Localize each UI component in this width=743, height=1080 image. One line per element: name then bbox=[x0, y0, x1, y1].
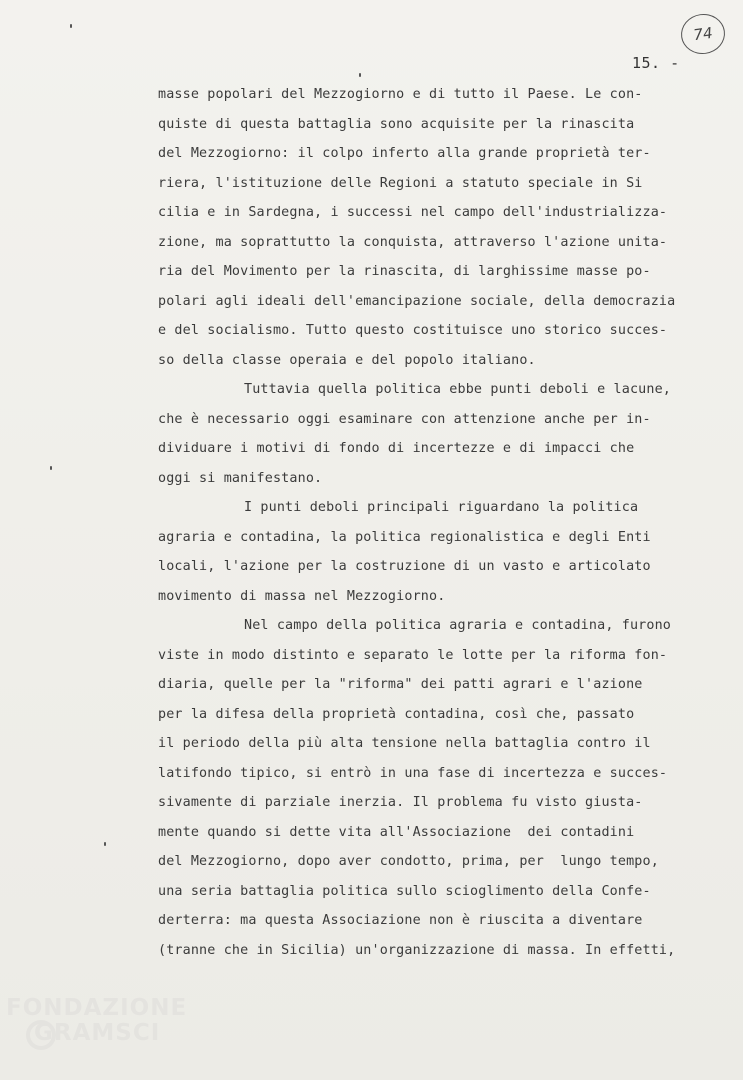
text-line: il periodo della più alta tensione nella battaglia contro il bbox=[158, 736, 651, 751]
watermark bbox=[6, 996, 187, 1046]
text-line: mente quando si dette vita all'Associazione dei contadini bbox=[158, 824, 635, 840]
text-line: movimento di massa nel Mezzogiorno. bbox=[158, 588, 446, 604]
text-line: per la difesa della proprietà contadina, così che, passato bbox=[158, 706, 635, 722]
text-line: una seria battaglia politica sullo scioglimento della Confe- bbox=[158, 883, 651, 899]
watermark-line-2: GRAMSCI bbox=[34, 1020, 161, 1046]
text-line: Nel campo della politica agraria e contadina, furono bbox=[244, 618, 672, 633]
text-line: I punti deboli principali riguardano la politica bbox=[244, 500, 639, 515]
text-line: viste in modo distinto e separato le lotte per la riforma fon- bbox=[158, 647, 668, 663]
text-line: e del socialismo. Tutto questo costituisce uno storico succes- bbox=[158, 323, 668, 338]
archive-number: 74 bbox=[692, 23, 714, 45]
text-line: cilia e in Sardegna, i successi nel campo dell'industrializza- bbox=[158, 205, 668, 220]
text-line: quiste di questa battaglia sono acquisite per la rinascita bbox=[158, 116, 635, 132]
text-line: locali, l'azione per la costruzione di un vasto e articolato bbox=[158, 559, 651, 574]
page-number: 15. - bbox=[632, 54, 680, 72]
text-line: derterra: ma questa Associazione non è riuscita a diventare bbox=[158, 913, 643, 928]
text-line: (tranne che in Sicilia) un'organizzazione di massa. In effetti, bbox=[158, 942, 676, 958]
text-line: ria del Movimento per la rinascita, di larghissime masse po- bbox=[158, 264, 651, 279]
watermark-line-1: FONDAZIONE bbox=[6, 995, 188, 1021]
text-line: del Mezzogiorno: il colpo inferto alla grande proprietà ter- bbox=[158, 146, 651, 161]
text-line: oggi si manifestano. bbox=[158, 470, 323, 486]
text-line: dividuare i motivi di fondo di incertezze e di impacci che bbox=[158, 441, 635, 456]
text-line: riera, l'istituzione delle Regioni a statuto speciale in Si bbox=[158, 175, 643, 191]
ink-speck bbox=[104, 842, 106, 846]
text-line: sivamente di parziale inerzia. Il problema fu visto giusta- bbox=[158, 795, 643, 810]
text-line: Tuttavia quella politica ebbe punti deboli e lacune, bbox=[244, 382, 672, 397]
text-line: diaria, quelle per la "riforma" dei patti agrari e l'azione bbox=[158, 677, 643, 692]
text-line: agraria e contadina, la politica regionalistica e degli Enti bbox=[158, 529, 651, 545]
ink-speck bbox=[359, 73, 361, 77]
ink-speck bbox=[50, 466, 52, 470]
text-line: zione, ma soprattutto la conquista, attraverso l'azione unita- bbox=[158, 234, 668, 250]
text-line: polari agli ideali dell'emancipazione sociale, della democrazia bbox=[158, 293, 676, 309]
text-line: che è necessario oggi esaminare con attenzione anche per in- bbox=[158, 411, 651, 427]
archive-number-stamp bbox=[678, 11, 727, 57]
ink-speck bbox=[70, 24, 72, 28]
text-line: masse popolari del Mezzogiorno e di tutto il Paese. Le con- bbox=[158, 87, 643, 102]
typewritten-text bbox=[158, 80, 718, 965]
text-line: del Mezzogiorno, dopo aver condotto, prima, per lungo tempo, bbox=[158, 854, 659, 869]
text-line: so della classe operaia e del popolo italiano. bbox=[158, 352, 536, 368]
text-line: latifondo tipico, si entrò in una fase di incertezza e succes- bbox=[158, 765, 668, 781]
